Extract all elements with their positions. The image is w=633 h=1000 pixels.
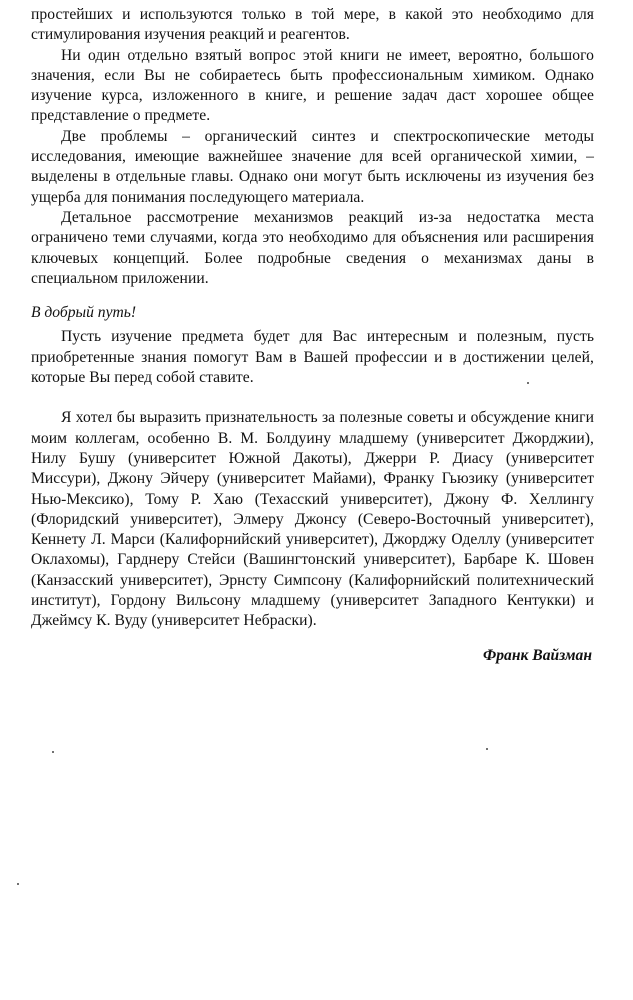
paragraph-continuation: простейших и используются только в той мере, в какой это необходимо для стимулирования изучения реакций и реагентов. (31, 6, 594, 44)
paragraph-mechanisms: Детальное рассмотрение механизмов реакций из-за недостатка места ограничено теми случаями, когда это необходимо для объяснения или расширения ключевых концепций. Более подробные сведения о механизмах даны в специальном приложении. (31, 208, 594, 287)
greeting-heading: В добрый путь! (31, 304, 137, 322)
paragraph-problems: Две проблемы – органический синтез и спектроскопические методы исследования, имеющие важнейшее значение для всей органической химии, – выделены в отдельные главы. Однако они могут быть исключены из изучения без ущерба для понимания последующего материала. (31, 127, 594, 206)
paragraph-acknowledgements: Я хотел бы выразить признательность за полезные советы и обсуждение книги моим коллегам, особенно В. М. Болдуину младшему (университет Джорджии), Нилу Бушу (университет Южной Дакоты), Джерри Р. Диасу (университет Миссури), Джону Эйчеру (университет Майами), Франку Гьюзику (университет Нью-Мексико), Тому Р. Хаю (Техасский университет), Джону Ф. Хеллингу (Флоридский университет), Элмеру Джонсу (Северо-Восточный университет), Кеннету Л. Марси (Калифорнийский университет), Джорджу Оделлу (университет Оклахомы), Гарднеру Стейси (Вашингтонский университет), Барбаре К. Шовен (Канзасский университет), Эрнсту Симпсону (Калифорнийский политехнический институт), Гордону Вильсону младшему (университет Западного Кентукки) и Джеймсу К. Вуду (университет Небраски). (31, 409, 594, 630)
scan-speck (52, 751, 54, 753)
scan-speck (17, 883, 19, 885)
section-gap (31, 388, 594, 408)
paragraph-wish: Пусть изучение предмета будет для Вас интересным и полезным, пусть приобретенные знания помогут Вам в Вашей профессии и в достижении целей, которые Вы перед собой ставите. (31, 328, 594, 387)
author-signature: Франк Вайзман (482, 646, 592, 664)
book-page (31, 0, 594, 666)
scan-speck (486, 748, 488, 750)
paragraph-importance: Ни один отдельно взятый вопрос этой книги не имеет, вероятно, большого значения, если Вы не собираетесь быть профессиональным химиком. Однако изучение курса, изложенного в книге, и решение задач даст хорошее общее представление о предмете. (31, 46, 594, 125)
scan-speck (527, 382, 529, 384)
